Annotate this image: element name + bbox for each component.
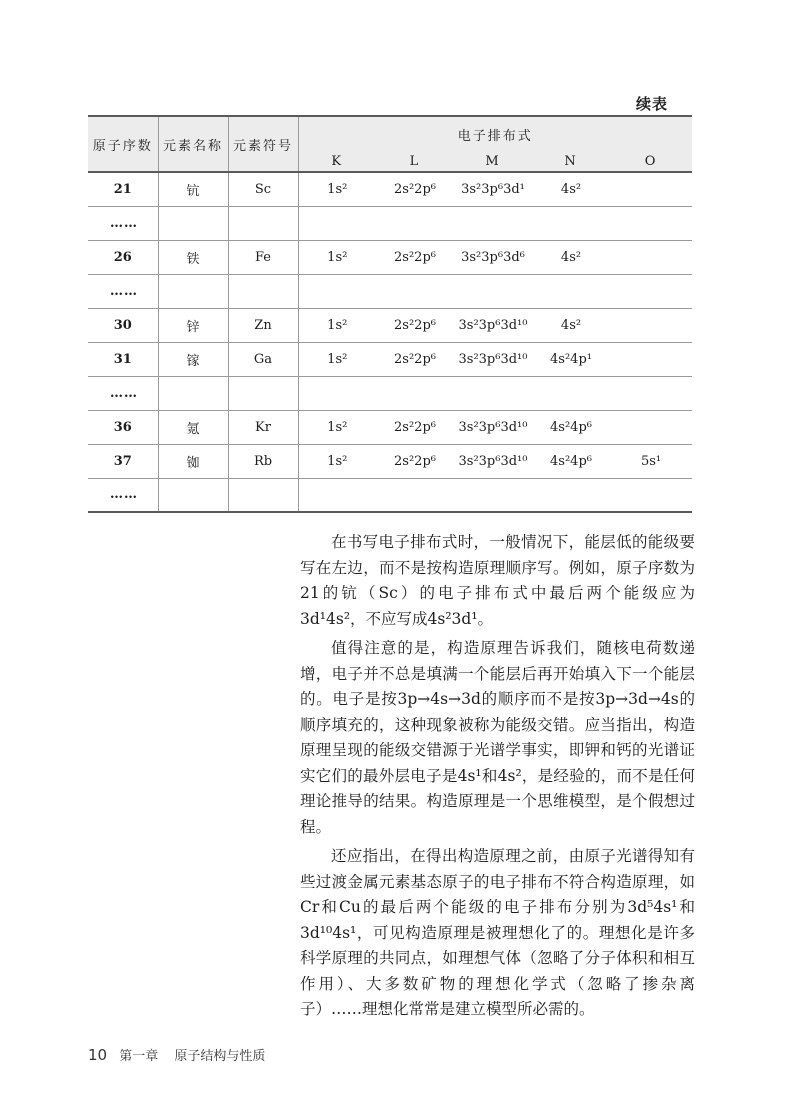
cell-atomic-number: …… xyxy=(88,478,158,512)
table-row xyxy=(88,478,692,512)
table-row xyxy=(88,308,692,342)
cell-atomic-number: …… xyxy=(88,206,158,240)
cell-shell-k: 1s² xyxy=(327,181,348,197)
cell-shell-m: 3s²3p⁶3d¹⁰ xyxy=(458,419,528,435)
cell-atomic-number: 21 xyxy=(88,172,158,206)
electron-config-table xyxy=(88,115,692,513)
cell-shell-o xyxy=(610,376,692,410)
cell-element-symbol: Rb xyxy=(228,444,298,478)
cell-shell-k xyxy=(298,274,376,308)
cell-atomic-number: 26 xyxy=(88,240,158,274)
body-text xyxy=(300,530,695,1027)
header-shell-m: M xyxy=(485,154,501,169)
table-row xyxy=(88,444,692,478)
cell-shell-o xyxy=(610,172,692,206)
cell-element-symbol: Sc xyxy=(228,172,298,206)
cell-element-name: 铷 xyxy=(158,444,228,478)
cell-shell-n: 4s²4p⁶ xyxy=(550,419,592,435)
header-shell-l: L xyxy=(409,154,421,169)
cell-shell-o xyxy=(610,308,692,342)
cell-shell-o xyxy=(610,240,692,274)
cell-atomic-number: 36 xyxy=(88,410,158,444)
cell-shell-m: 3s²3p⁶3d¹⁰ xyxy=(458,453,528,469)
page-number: 10 xyxy=(88,1046,108,1064)
cell-shell-k xyxy=(298,206,376,240)
table-row xyxy=(88,172,692,206)
cell-element-name xyxy=(158,478,228,512)
cell-shell-n xyxy=(532,376,610,410)
header-shell-n: N xyxy=(564,154,578,169)
cell-element-symbol xyxy=(228,274,298,308)
cell-shell-l xyxy=(376,206,454,240)
cell-element-symbol: Kr xyxy=(228,410,298,444)
cell-element-symbol: Zn xyxy=(228,308,298,342)
table-row xyxy=(88,410,692,444)
cell-shell-l xyxy=(376,478,454,512)
cell-element-symbol xyxy=(228,478,298,512)
table-row xyxy=(88,274,692,308)
header-element-symbol: 元素符号 xyxy=(228,116,298,172)
cell-element-symbol: Ga xyxy=(228,342,298,376)
cell-atomic-number: …… xyxy=(88,274,158,308)
cell-shell-m xyxy=(454,376,532,410)
header-shell-k: K xyxy=(331,154,344,169)
header-atomic-number: 原子序数 xyxy=(88,116,158,172)
cell-atomic-number: 37 xyxy=(88,444,158,478)
cell-element-name: 钪 xyxy=(158,172,228,206)
cell-shell-m: 3s²3p⁶3d¹ xyxy=(461,181,525,197)
cell-shell-m xyxy=(454,206,532,240)
cell-shell-o xyxy=(610,274,692,308)
cell-shell-k xyxy=(298,376,376,410)
cell-atomic-number: …… xyxy=(88,376,158,410)
cell-shell-k: 1s² xyxy=(327,317,348,333)
cell-shell-l: 2s²2p⁶ xyxy=(394,453,436,469)
cell-element-name: 氪 xyxy=(158,410,228,444)
cell-shell-k: 1s² xyxy=(327,249,348,265)
chapter-title: 原子结构与性质 xyxy=(174,1049,266,1064)
cell-element-name: 铁 xyxy=(158,240,228,274)
cell-element-symbol xyxy=(228,206,298,240)
table-row xyxy=(88,206,692,240)
continued-label: 续表 xyxy=(635,95,668,113)
cell-shell-l: 2s²2p⁶ xyxy=(394,181,436,197)
cell-shell-n: 4s²4p⁶ xyxy=(550,453,592,469)
cell-shell-k: 1s² xyxy=(327,351,348,367)
cell-shell-l: 2s²2p⁶ xyxy=(394,351,436,367)
cell-shell-m: 3s²3p⁶3d⁶ xyxy=(461,249,525,265)
header-shell-o: O xyxy=(644,154,658,169)
cell-shell-l: 2s²2p⁶ xyxy=(394,419,436,435)
cell-shell-m xyxy=(454,478,532,512)
cell-shell-o xyxy=(610,342,692,376)
cell-shell-m xyxy=(454,274,532,308)
header-element-name: 元素名称 xyxy=(158,116,228,172)
table-row xyxy=(88,376,692,410)
table-row xyxy=(88,240,692,274)
cell-element-name: 锌 xyxy=(158,308,228,342)
cell-element-symbol xyxy=(228,376,298,410)
cell-atomic-number: 31 xyxy=(88,342,158,376)
cell-shell-k: 1s² xyxy=(327,419,348,435)
cell-shell-o xyxy=(610,478,692,512)
cell-shell-n xyxy=(532,478,610,512)
table-row xyxy=(88,342,692,376)
paragraph: 在书写电子排布式时，一般情况下，能层低的能级要写在左边，而不是按构造原理顺序写。例如，原子序数为21的钪（Sc）的电子排布式中最后两个能级应为3d¹4s²，不应写成4s²3d¹。 xyxy=(300,533,695,628)
cell-shell-n: 4s² xyxy=(560,181,582,197)
cell-element-name xyxy=(158,274,228,308)
cell-atomic-number: 30 xyxy=(88,308,158,342)
cell-shell-m: 3s²3p⁶3d¹⁰ xyxy=(458,317,528,333)
cell-element-name: 镓 xyxy=(158,342,228,376)
cell-shell-m: 3s²3p⁶3d¹⁰ xyxy=(458,351,528,367)
cell-shell-n xyxy=(532,274,610,308)
cell-shell-l: 2s²2p⁶ xyxy=(394,249,436,265)
cell-shell-k xyxy=(298,478,376,512)
header-electron-config: 电子排布式 xyxy=(457,129,533,144)
chapter-label: 第一章 xyxy=(119,1049,159,1064)
cell-shell-n: 4s²4p¹ xyxy=(550,351,592,367)
cell-shell-k: 1s² xyxy=(327,453,348,469)
cell-shell-n: 4s² xyxy=(560,317,582,333)
cell-element-name xyxy=(158,376,228,410)
paragraph: 还应指出，在得出构造原理之前，由原子光谱得知有些过渡金属元素基态原子的电子排布不符合构造原理，如Cr和Cu的最后两个能级的电子排布分别为3d⁵4s¹和3d¹⁰4s¹，可见构造原理是被理想化了的。理想化是许多科学原理的共同点，如理想气体（忽略了分子体积和相互作用）、大多数矿物的理想化学式（忽略了掺杂离子）……理想化常常是建立模型所必需的。 xyxy=(300,847,695,1018)
paragraph: 值得注意的是，构造原理告诉我们，随核电荷数递增，电子并不总是填满一个能层后再开始填入下一个能层的。电子是按3p→4s→3d的顺序而不是按3p→3d→4s的顺序填充的，这种现象被称为能级交错。应当指出，构造原理呈现的能级交错源于光谱学事实，即钾和钙的光谱证实它们的最外层电子是4s¹和4s²，是经验的，而不是任何理论推导的结果。构造原理是一个思维模型，是个假想过程。 xyxy=(300,639,695,836)
cell-shell-n xyxy=(532,206,610,240)
cell-element-name xyxy=(158,206,228,240)
cell-shell-o xyxy=(610,206,692,240)
cell-element-symbol: Fe xyxy=(228,240,298,274)
cell-shell-n: 4s² xyxy=(560,249,582,265)
cell-shell-o xyxy=(610,410,692,444)
page-footer xyxy=(88,1045,265,1064)
cell-shell-l xyxy=(376,376,454,410)
cell-shell-l xyxy=(376,274,454,308)
cell-shell-l: 2s²2p⁶ xyxy=(394,317,436,333)
cell-shell-o: 5s¹ xyxy=(640,453,662,469)
